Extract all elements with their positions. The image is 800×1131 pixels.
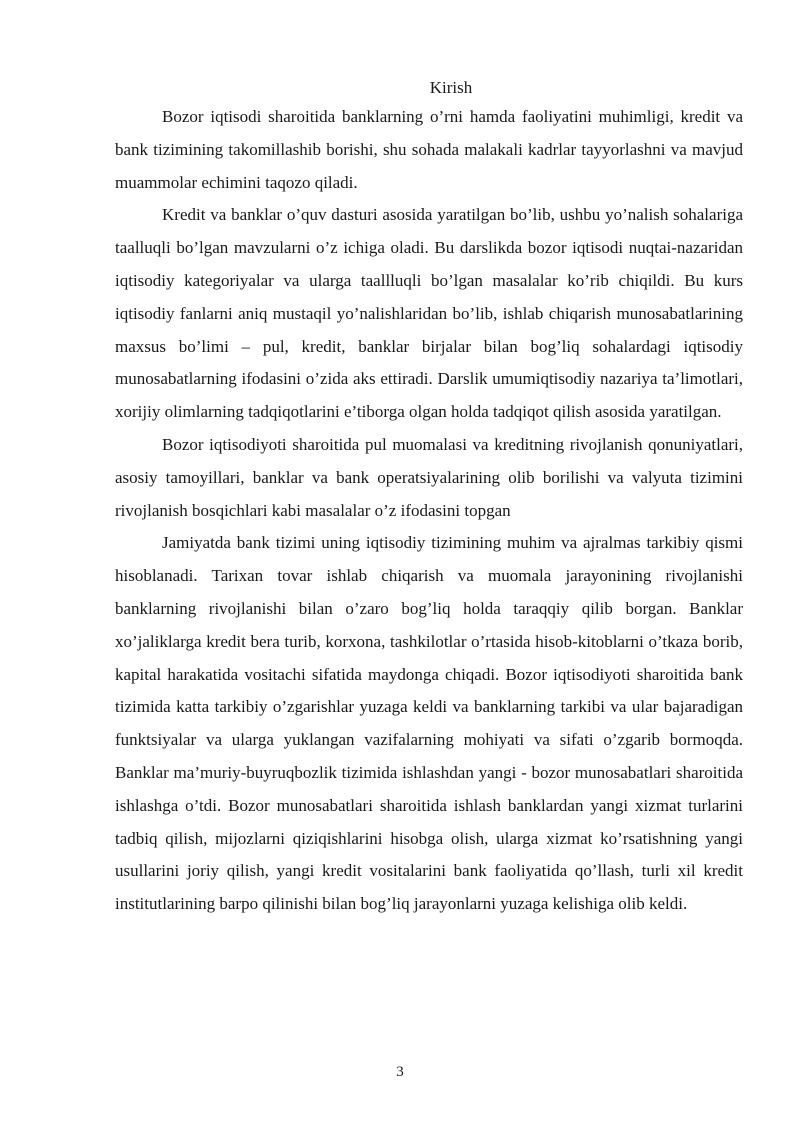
section-title: Kirish	[429, 78, 473, 97]
document-page	[115, 76, 743, 921]
paragraph-4: Jamiyatda bank tizimi uning iqtisodiy tizimining muhim va ajralmas tarkibiy qismi hisoblanadi. Tarixan tovar ishlab chiqarish va muomala jarayonining rivojlanishi banklarning rivojlanishi bilan o’zaro bog’liq holda taraqqiy qilib borgan. Banklar xo’jaliklarga kredit bera turib, korxona, tashkilotlar o’rtasida hisob-kitoblarni o’tkaza borib, kapital harakatida vositachi sifatida maydonga chiqadi. Bozor iqtisodiyoti sharoitida bank tizimida katta tarkibiy o’zgarishlar yuzaga keldi va banklarning tarkibi va ular bajaradigan funktsiyalar va ularga yuklangan vazifalarning mohiyati va sifati o’zgarib bormoqda. Banklar ma’muriy-buyruqbozlik tizimida ishlashdan yangi - bozor munosabatlari sharoitida ishlashga o’tdi. Bozor munosabatlari sharoitida ishlash banklardan yangi xizmat turlarini tadbiq qilish, mijozlarni qiziqishlarini hisobga olish, ularga xizmat ko’rsatishning yangi usullarini joriy qilish, yangi kredit vositalarini bank faoliyatida qo’llash, turli xil kredit institutlarining barpo qilinishi bilan bog’liq jarayonlarni yuzaga kelishiga olib keldi.	[115, 533, 743, 914]
paragraph-3: Bozor iqtisodiyoti sharoitida pul muomalasi va kreditning rivojlanish qonuniyatlari, asosiy tamoyillari, banklar va bank operatsiyalarining olib borilishi va valyuta tizimini rivojlanish bosqichlari kabi masalalar o’z ifodasini topgan	[115, 434, 743, 520]
paragraph-2: Kredit va banklar o’quv dasturi asosida yaratilgan bo’lib, ushbu yo’nalish sohalariga taalluqli bo’lgan mavzularni o’z ichiga oladi. Bu darslikda bozor iqtisodi nuqtai-nazaridan iqtisodiy kategoriyalar va ularga taallluqli bo’lgan masalalar ko’rib chiqildi. Bu kurs iqtisodiy fanlarni aniq mustaqil yo’nalishlaridan bo’lib, ishlab chiqarish munosabatlarining maxsus bo’limi – pul, kredit, banklar birjalar bilan bog’liq sohalardagi iqtisodiy munosabatlarning ifodasini o’zida aks ettiradi. Darslik umumiqtisodiy nazariya ta’limotlari, xorijiy olimlarning tadqiqotlarini e’tiborga olgan holda tadqiqot qilish asosida yaratilgan.	[115, 205, 743, 422]
page-number: 3	[396, 1064, 404, 1080]
paragraph-1: Bozor iqtisodi sharoitida banklarning o’rni hamda faoliyatini muhimligi, kredit va bank tizimining takomillashib borishi, shu sohada malakali kadrlar tayyorlashni va mavjud muammolar echimini taqozo qiladi.	[115, 107, 743, 192]
